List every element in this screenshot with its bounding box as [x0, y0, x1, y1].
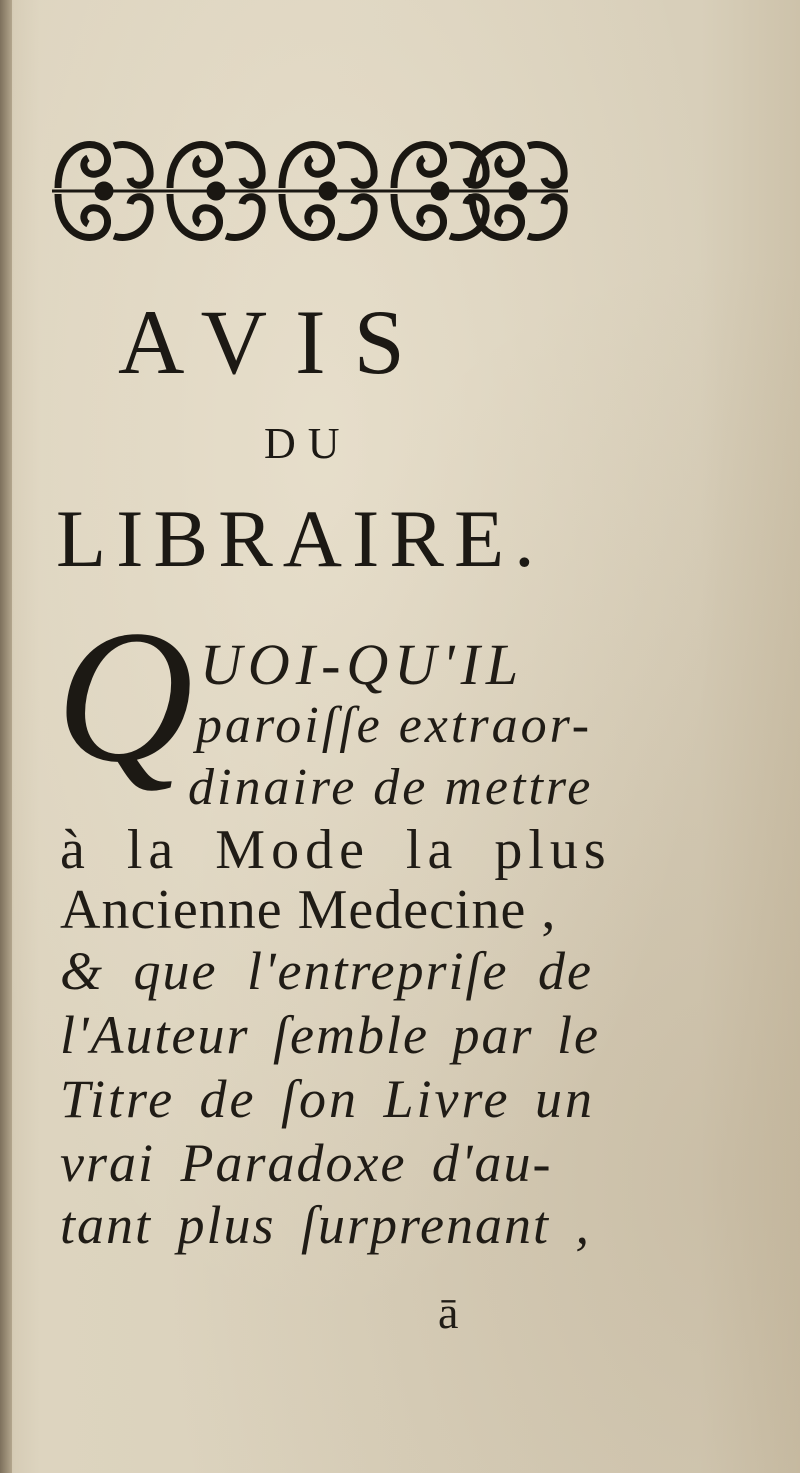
- text-line-4: à la Mode la plus: [60, 819, 612, 881]
- text-line-2: paroiſſe extraor-: [196, 697, 593, 754]
- headpiece-ornament: [52, 132, 568, 250]
- text-line-10: tant plus ſurprenant ,: [60, 1195, 592, 1255]
- heading-libraire: LIBRAIRE.: [56, 493, 545, 584]
- heading-du: DU: [264, 419, 352, 468]
- text-line-9: vrai Paradoxe d'au-: [60, 1133, 553, 1193]
- text-line-6: & que l'entrepriſe de: [60, 941, 593, 1001]
- text-line-8: Titre de ſon Livre un: [60, 1069, 595, 1129]
- text-line-1: UOI-QU'IL: [200, 632, 525, 697]
- text-line-5: Ancienne Medecine ,: [60, 879, 557, 941]
- text-line-7: l'Auteur ſemble par le: [60, 1005, 600, 1065]
- drop-capital: Q: [56, 592, 194, 802]
- heading-avis: AVIS: [118, 291, 433, 393]
- text-line-3: dinaire de mettre: [188, 759, 594, 816]
- catchword: ā: [438, 1287, 459, 1338]
- page-gutter: [0, 0, 12, 1473]
